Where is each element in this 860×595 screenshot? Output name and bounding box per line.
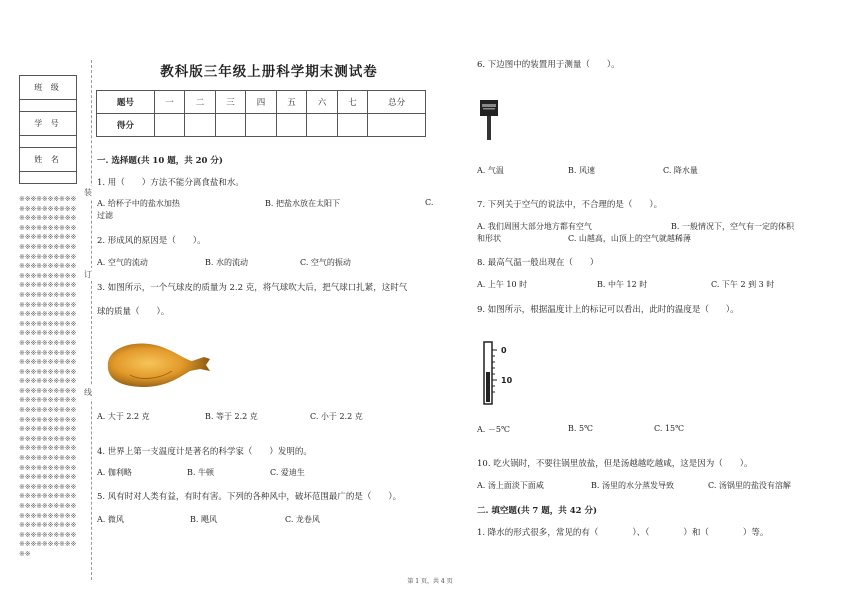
q7-stem: 7. 下列关于空气的说法中，不合理的是（ ）。 bbox=[477, 200, 663, 210]
q9-option-a: A. －5℃ bbox=[477, 425, 510, 434]
section1-heading: 一. 选择题(共 10 题，共 20 分) bbox=[97, 156, 223, 166]
q8-option-b: B. 中午 12 时 bbox=[597, 280, 648, 289]
q7-option-b-text: 和形状 bbox=[477, 234, 501, 243]
score-header-5: 五 bbox=[276, 91, 307, 114]
q5-option-a: A. 微风 bbox=[97, 515, 124, 524]
q1-option-b: B. 把盐水放在太阳下 bbox=[265, 199, 340, 208]
score-cell[interactable] bbox=[185, 114, 216, 137]
name-blank[interactable] bbox=[20, 172, 77, 184]
q10-option-c: C. 汤锅里的盐没有溶解 bbox=[708, 481, 791, 490]
q6-option-a: A. 气温 bbox=[477, 166, 504, 175]
q1-stem: 1. 用（ ）方法不能分离食盐和水。 bbox=[97, 178, 244, 188]
q6-option-c: C. 降水量 bbox=[663, 166, 698, 175]
score-header-2: 二 bbox=[185, 91, 216, 114]
q2-option-c: C. 空气的振动 bbox=[300, 258, 351, 267]
score-header-3: 三 bbox=[215, 91, 246, 114]
balloon-image bbox=[100, 335, 220, 395]
student-id-blank[interactable] bbox=[20, 136, 77, 148]
q5-stem: 5. 风有时对人类有益，有时有害。下列的各种风中，破坏范围最广的是（ ）。 bbox=[97, 492, 402, 502]
thermometer-tick-10: 10 bbox=[501, 376, 513, 385]
q10-option-a: A. 汤上面淡下面咸 bbox=[477, 481, 544, 490]
q2-stem: 2. 形成风的原因是（ ）。 bbox=[97, 236, 206, 246]
q3-stem-line2: 球的质量（ ）。 bbox=[97, 307, 170, 317]
page-footer: 第 1 页，共 4 页 bbox=[407, 578, 453, 585]
score-cell[interactable] bbox=[246, 114, 277, 137]
seal-char-xian: 线 bbox=[84, 388, 92, 397]
score-cell[interactable] bbox=[276, 114, 307, 137]
rain-gauge-image bbox=[478, 98, 500, 142]
score-cell[interactable] bbox=[154, 114, 185, 137]
q6-option-b: B. 风速 bbox=[568, 166, 595, 175]
seal-char-ding: 订 bbox=[84, 270, 92, 279]
class-label: 班 级 bbox=[20, 76, 77, 100]
score-header-total: 总分 bbox=[368, 91, 426, 114]
name-label: 姓 名 bbox=[20, 148, 77, 172]
q1-option-c-text: 过滤 bbox=[97, 211, 113, 220]
section2-heading: 二. 填空题(共 7 题，共 42 分) bbox=[477, 506, 598, 516]
q4-stem: 4. 世界上第一支温度计是著名的科学家（ ）发明的。 bbox=[97, 447, 312, 457]
q8-option-c: C. 下午 2 到 3 时 bbox=[711, 280, 775, 289]
student-id-label: 学 号 bbox=[20, 112, 77, 136]
score-table bbox=[96, 90, 426, 137]
q9-option-c: C. 15℃ bbox=[654, 424, 685, 433]
seal-dots-pattern: ※※※※※※※※※※※※※※※※※※※※※※※※※※※※※※※※※※※※※※※※※※※※※※※※※※※※※※※※※※※※※※※※※※※※※※※※※※※※※※※※※※※※※※※※※※※※※※※※※※※※※※※※※※※※※※※※※※※※※※※※※※※※※※※※※※※※※※※※※※※※※※※※※※※※※※※※※※※※※※※※※※※※※※※※※※※※※※※※※※※※※※※※※※※※※※※※※※※※※※※※※※※※※※※※※※※※※※※※※※※※※※※※※※※※※※※※※※※※※※※※※※※※※※※※※※※※※※※※※※※※※※※※※※※※※※※※※※※※※※※※※※※※※※※※※※※※※※※※※※※※※※※※※※※※※※※※※※※※※※※※※※※※※※※※※※※※※※※※※※※※※※※※※※※※※※※※※※※※※※※※※※※※※※※※※※※※ bbox=[19, 194, 77, 558]
thermometer-image bbox=[480, 340, 520, 406]
q9-stem: 9. 如图所示，根据温度计上的标记可以看出，此时的温度是（ ）。 bbox=[477, 305, 739, 315]
q10-option-b: B. 汤里的水分蒸发导致 bbox=[591, 481, 674, 490]
score-header-6: 六 bbox=[307, 91, 338, 114]
q1-option-c: C. bbox=[425, 198, 434, 207]
score-header-label: 题号 bbox=[97, 91, 155, 114]
fill1-stem: 1. 降水的形式很多，常见的有（ ）、（ ）和（ ）等。 bbox=[477, 528, 769, 538]
student-info-table bbox=[19, 75, 77, 184]
seal-char-zhuang: 装 bbox=[84, 188, 92, 197]
score-row-label: 得分 bbox=[97, 114, 155, 137]
score-header-4: 四 bbox=[246, 91, 277, 114]
q4-option-b: B. 牛顿 bbox=[187, 468, 214, 477]
q4-option-c: C. 爱迪生 bbox=[270, 468, 305, 477]
page-title: 教科版三年级上册科学期末测试卷 bbox=[160, 64, 378, 80]
thermometer-tick-0: 0 bbox=[501, 346, 507, 355]
class-blank[interactable] bbox=[20, 100, 77, 112]
q3-option-a: A. 大于 2.2 克 bbox=[97, 412, 150, 421]
q8-option-a: A. 上午 10 时 bbox=[477, 280, 528, 289]
q8-stem: 8. 最高气温一般出现在（ ） bbox=[477, 258, 599, 268]
score-cell[interactable] bbox=[307, 114, 338, 137]
score-header-1: 一 bbox=[154, 91, 185, 114]
q5-option-c: C. 龙卷风 bbox=[285, 515, 320, 524]
score-cell[interactable] bbox=[368, 114, 426, 137]
q3-option-c: C. 小于 2.2 克 bbox=[310, 412, 363, 421]
score-header-7: 七 bbox=[337, 91, 368, 114]
q9-option-b: B. 5℃ bbox=[568, 424, 594, 433]
q5-option-b: B. 飓风 bbox=[190, 515, 217, 524]
q7-option-c: C. 山越高，山顶上的空气就越稀薄 bbox=[568, 234, 691, 243]
q7-option-b: B. 一般情况下，空气有一定的体积 bbox=[671, 222, 794, 231]
q2-option-b: B. 水的流动 bbox=[205, 258, 248, 267]
q1-option-a: A. 给杯子中的盐水加热 bbox=[97, 199, 180, 208]
q7-option-a: A. 我们周围大部分地方都有空气 bbox=[477, 222, 592, 231]
score-cell[interactable] bbox=[337, 114, 368, 137]
q3-stem-line1: 3. 如图所示，一个气球皮的质量为 2.2 克，将气球吹大后，把气球口扎紧，这时气 bbox=[97, 283, 408, 293]
seal-line bbox=[91, 60, 92, 580]
q6-stem: 6. 下边图中的装置用于测量（ ）。 bbox=[477, 60, 620, 70]
q4-option-a: A. 伽利略 bbox=[97, 468, 132, 477]
score-cell[interactable] bbox=[215, 114, 246, 137]
q2-option-a: A. 空气的流动 bbox=[97, 258, 148, 267]
q10-stem: 10. 吃火锅时，不要往锅里放盐，但是汤越越吃越咸，这是因为（ ）。 bbox=[477, 459, 753, 469]
q3-option-b: B. 等于 2.2 克 bbox=[205, 412, 258, 421]
